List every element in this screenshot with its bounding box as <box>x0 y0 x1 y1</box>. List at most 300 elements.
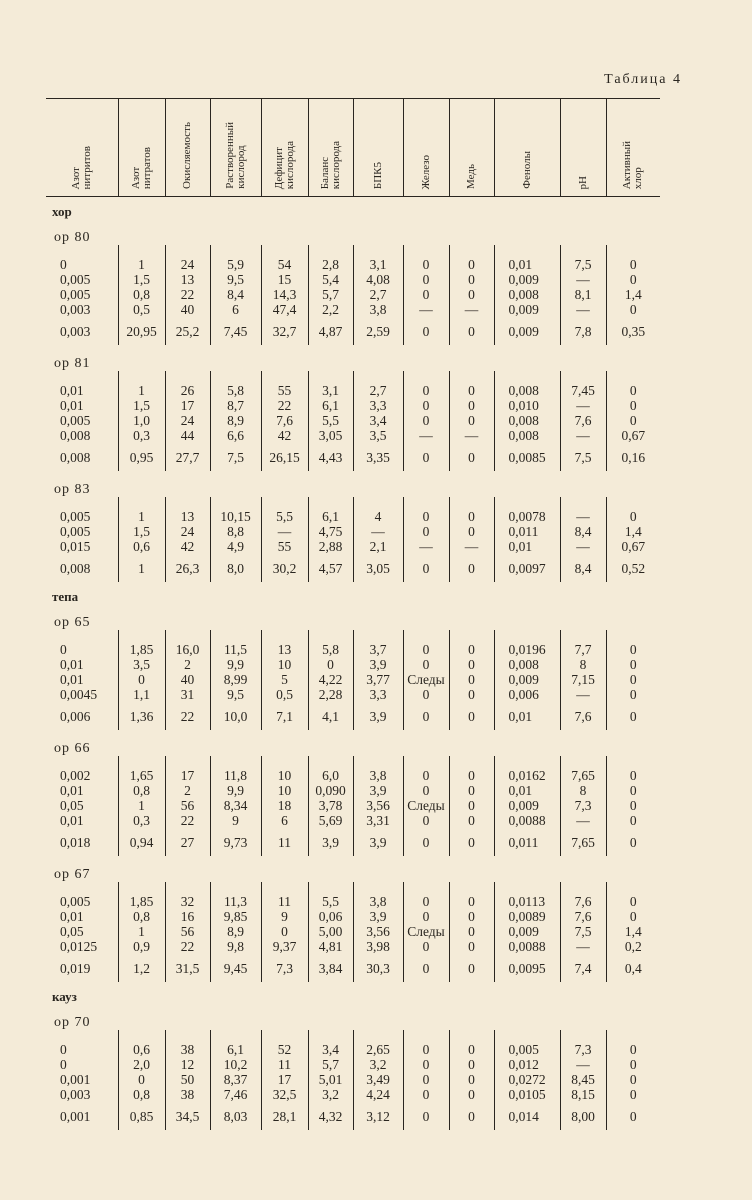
table-cell: 0,01 <box>494 257 560 272</box>
table-cell: 0 <box>449 783 494 798</box>
average-row <box>46 317 660 345</box>
table-cell: 0 <box>403 287 449 302</box>
table-cell: 0 <box>403 317 449 345</box>
table-cell: 0,002 <box>60 768 91 783</box>
table-cell: 28,1 <box>261 1102 308 1130</box>
group-label: тепа <box>52 589 79 604</box>
table-cell: 0 <box>403 272 449 287</box>
spacer-row <box>46 245 660 257</box>
table-cell: 1,2 <box>118 954 165 982</box>
table-cell: — <box>449 428 494 443</box>
table-cell: 5,8 <box>210 383 261 398</box>
column-header <box>261 99 308 197</box>
table-cell: 0,008 <box>494 413 560 428</box>
table-cell: 0,003 <box>60 1087 91 1102</box>
table-cell: 3,49 <box>353 1072 403 1087</box>
table-cell: 2,2 <box>308 302 353 317</box>
average-row <box>46 1102 660 1130</box>
table-cell: 0,008 <box>494 657 560 672</box>
table-cell: 7,65 <box>560 828 606 856</box>
table-cell: 0,019 <box>60 960 91 976</box>
table-cell: 1,36 <box>118 702 165 730</box>
table-row <box>46 1057 660 1072</box>
table-cell: 11 <box>261 894 308 909</box>
table-cell: 2,28 <box>308 687 353 702</box>
table-cell: 22 <box>165 939 210 954</box>
table-cell: 0 <box>606 828 660 856</box>
table-cell: 4,43 <box>308 443 353 471</box>
table-row <box>46 939 660 954</box>
section-label: ор 81 <box>54 356 91 371</box>
table-cell: Следы <box>403 798 449 813</box>
table-cell: 5,5 <box>308 413 353 428</box>
table-cell: 11 <box>261 1057 308 1072</box>
table-cell: 0 <box>606 768 660 783</box>
table-cell: — <box>560 1057 606 1072</box>
column-header-label: Азот нитратов <box>129 146 153 189</box>
table-cell: 0,8 <box>118 1087 165 1102</box>
table-cell: 3,77 <box>353 672 403 687</box>
table-cell: Следы <box>403 924 449 939</box>
table-cell: 0 <box>606 813 660 828</box>
table-cell: 12 <box>165 1057 210 1072</box>
table-cell: 26,15 <box>261 443 308 471</box>
table-cell: 0 <box>449 524 494 539</box>
table-cell: 0,01 <box>60 383 84 398</box>
table-row <box>46 687 660 702</box>
table-cell: 17 <box>165 768 210 783</box>
table-cell: — <box>403 428 449 443</box>
table-cell: 7,7 <box>560 642 606 657</box>
table-cell: 6 <box>210 302 261 317</box>
table-cell: 8,7 <box>210 398 261 413</box>
table-cell: 44 <box>165 428 210 443</box>
table-cell: 8,34 <box>210 798 261 813</box>
table-cell: 0 <box>449 1087 494 1102</box>
table-cell: 0,009 <box>494 672 560 687</box>
table-cell: 0 <box>449 1102 494 1130</box>
table-cell: 0 <box>403 657 449 672</box>
table-cell: 0 <box>449 509 494 524</box>
table-row <box>46 657 660 672</box>
table-cell: 0 <box>403 1057 449 1072</box>
table-cell: 42 <box>261 428 308 443</box>
table-cell: 7,3 <box>560 1042 606 1057</box>
table-cell: 7,3 <box>560 798 606 813</box>
average-row <box>46 443 660 471</box>
table-cell: 26 <box>165 383 210 398</box>
table-cell: — <box>560 272 606 287</box>
column-header <box>606 99 660 197</box>
table-cell: 0,005 <box>60 509 91 524</box>
table-cell: 6,0 <box>308 768 353 783</box>
table-cell: 0,005 <box>60 272 91 287</box>
table-row <box>46 1087 660 1102</box>
table-row <box>46 1042 660 1057</box>
table-cell: 4,08 <box>353 272 403 287</box>
section-label: ор 65 <box>54 615 91 630</box>
table-cell: 0,0272 <box>494 1072 560 1087</box>
table-cell: 7,4 <box>560 954 606 982</box>
table-cell: 0 <box>403 413 449 428</box>
table-cell: 6,6 <box>210 428 261 443</box>
table-cell: 8,4 <box>560 524 606 539</box>
table-cell: 3,5 <box>353 428 403 443</box>
table-row <box>46 509 660 524</box>
table-cell: 2,7 <box>353 383 403 398</box>
table-cell: 0 <box>449 954 494 982</box>
column-header <box>494 99 560 197</box>
table-cell: 0 <box>403 828 449 856</box>
table-cell: 0,006 <box>494 687 560 702</box>
table-row <box>46 539 660 554</box>
table-cell: 0 <box>606 672 660 687</box>
table-cell: 32,5 <box>261 1087 308 1102</box>
table-cell: 0,01 <box>60 672 84 687</box>
table-cell: 0,003 <box>60 323 91 339</box>
table-cell: — <box>560 813 606 828</box>
table-cell: 0,01 <box>60 657 84 672</box>
table-cell: 3,4 <box>308 1042 353 1057</box>
table-cell: 0,005 <box>60 894 91 909</box>
table-row <box>46 798 660 813</box>
table-cell: 7,65 <box>560 768 606 783</box>
table-cell: 0 <box>449 687 494 702</box>
table-row <box>46 672 660 687</box>
table-cell: 7,45 <box>210 317 261 345</box>
table-cell: 0 <box>403 1102 449 1130</box>
table-cell: 0 <box>403 813 449 828</box>
table-cell: 10 <box>261 657 308 672</box>
table-row <box>46 413 660 428</box>
table-cell: 0 <box>449 383 494 398</box>
table-cell: 0 <box>403 954 449 982</box>
table-cell: 10,2 <box>210 1057 261 1072</box>
column-header-label: Окисляемость <box>181 122 193 189</box>
table-cell: 0,010 <box>494 398 560 413</box>
column-header-label: БПК5 <box>371 161 384 189</box>
table-cell: 0 <box>449 768 494 783</box>
table-cell: 0,4 <box>606 954 660 982</box>
group-label-row <box>46 982 660 1004</box>
table-cell: 0,01 <box>60 813 84 828</box>
table-cell: 17 <box>261 1072 308 1087</box>
column-header <box>118 99 165 197</box>
table-cell: 17 <box>165 398 210 413</box>
table-cell: 5,8 <box>308 642 353 657</box>
table-cell: 7,5 <box>210 443 261 471</box>
table-cell: 9,8 <box>210 939 261 954</box>
table-cell: 3,7 <box>353 642 403 657</box>
table-cell: 0,0125 <box>60 939 98 954</box>
table-cell: 32,7 <box>261 317 308 345</box>
table-row <box>46 909 660 924</box>
table-cell: 0,014 <box>494 1102 560 1130</box>
table-cell: 4,87 <box>308 317 353 345</box>
table-cell: 6,1 <box>308 509 353 524</box>
table-cell: 3,56 <box>353 924 403 939</box>
table-cell: 31,5 <box>165 954 210 982</box>
section-label: ор 70 <box>54 1015 91 1030</box>
table-cell: 0 <box>449 317 494 345</box>
table-cell: 38 <box>165 1042 210 1057</box>
table-cell: 5,5 <box>308 894 353 909</box>
column-header-label: Активный хлор <box>621 140 645 189</box>
table-cell: 7,8 <box>560 317 606 345</box>
table-cell: 8,8 <box>210 524 261 539</box>
table-cell: 0 <box>308 657 353 672</box>
table-cell: 1,85 <box>118 642 165 657</box>
table-cell: 0,01 <box>494 783 560 798</box>
spacer-row <box>46 756 660 768</box>
table-cell: 0,009 <box>494 272 560 287</box>
table-cell: 0 <box>606 302 660 317</box>
table-row <box>46 924 660 939</box>
table-cell: — <box>449 302 494 317</box>
table-cell: 0 <box>449 1057 494 1072</box>
table-cell: 7,15 <box>560 672 606 687</box>
table-cell: 0 <box>403 783 449 798</box>
table-cell: 1,65 <box>118 768 165 783</box>
table-cell: 1,4 <box>606 287 660 302</box>
table-cell: 56 <box>165 924 210 939</box>
table-cell: 2,8 <box>308 257 353 272</box>
table-cell: 0,9 <box>118 939 165 954</box>
table-cell: 16 <box>165 909 210 924</box>
table-cell: 9,37 <box>261 939 308 954</box>
table-cell: 4,32 <box>308 1102 353 1130</box>
table-cell: 0 <box>606 894 660 909</box>
table-cell: 0 <box>449 642 494 657</box>
table-cell: 0,0196 <box>494 642 560 657</box>
table-cell: 4,57 <box>308 554 353 582</box>
table-cell: 0,011 <box>494 828 560 856</box>
table-cell: 1 <box>118 554 165 582</box>
table-cell: 2,1 <box>353 539 403 554</box>
table-cell: 30,3 <box>353 954 403 982</box>
column-header <box>308 99 353 197</box>
column-header <box>403 99 449 197</box>
table-cell: 0,16 <box>606 443 660 471</box>
table-cell: 9,73 <box>210 828 261 856</box>
table-cell: 3,05 <box>353 554 403 582</box>
table-cell: 13 <box>261 642 308 657</box>
table-cell: 7,46 <box>210 1087 261 1102</box>
spacer-row <box>46 630 660 642</box>
table-cell: 2,65 <box>353 1042 403 1057</box>
table-cell: 0,018 <box>60 834 91 850</box>
table-cell: 0 <box>403 768 449 783</box>
table-cell: 0,0088 <box>494 813 560 828</box>
table-cell: 3,2 <box>308 1087 353 1102</box>
table-cell: 0,94 <box>118 828 165 856</box>
table-cell: 0,001 <box>60 1072 91 1087</box>
table-cell: 0 <box>606 783 660 798</box>
table-cell: 7,5 <box>560 257 606 272</box>
table-cell: — <box>560 509 606 524</box>
table-cell: 2,88 <box>308 539 353 554</box>
table-cell: 1,85 <box>118 894 165 909</box>
table-cell: 0 <box>403 383 449 398</box>
average-row <box>46 828 660 856</box>
table-cell: — <box>560 539 606 554</box>
table-cell: 3,9 <box>308 828 353 856</box>
table-cell: 4 <box>353 509 403 524</box>
column-header-label: Железо <box>419 154 432 189</box>
table-cell: 8,15 <box>560 1087 606 1102</box>
table-cell: 0 <box>60 642 67 657</box>
table-row <box>46 783 660 798</box>
table-cell: 0,52 <box>606 554 660 582</box>
table-cell: 42 <box>165 539 210 554</box>
table-cell: 0 <box>606 398 660 413</box>
table-cell: 15 <box>261 272 308 287</box>
table-cell: 3,56 <box>353 798 403 813</box>
table-cell: 1 <box>118 257 165 272</box>
table-cell: 8 <box>560 657 606 672</box>
table-cell: 0 <box>606 272 660 287</box>
table-cell: 0,6 <box>118 539 165 554</box>
table-cell: 32 <box>165 894 210 909</box>
average-row <box>46 554 660 582</box>
table-cell: 3,3 <box>353 687 403 702</box>
table-cell: 5,7 <box>308 287 353 302</box>
table-cell: 9,85 <box>210 909 261 924</box>
table-cell: 0,0078 <box>494 509 560 524</box>
table-cell: 4,24 <box>353 1087 403 1102</box>
table-cell: 47,4 <box>261 302 308 317</box>
table-cell: 18 <box>261 798 308 813</box>
table-cell: 3,78 <box>308 798 353 813</box>
section-label-row <box>46 345 660 371</box>
average-row <box>46 702 660 730</box>
table-cell: — <box>560 302 606 317</box>
table-cell: 8,9 <box>210 924 261 939</box>
table-cell: 0,8 <box>118 909 165 924</box>
table-cell: 3,35 <box>353 443 403 471</box>
table-cell: 5,00 <box>308 924 353 939</box>
table-cell: 0 <box>403 257 449 272</box>
table-cell: 0,05 <box>60 798 84 813</box>
table-cell: 56 <box>165 798 210 813</box>
table-cell: 0 <box>606 509 660 524</box>
table-cell: 0 <box>403 398 449 413</box>
table-cell: 0 <box>449 672 494 687</box>
table-cell: 8,00 <box>560 1102 606 1130</box>
table-cell: 24 <box>165 524 210 539</box>
table-cell: 0,015 <box>60 539 91 554</box>
table-cell: 1,5 <box>118 524 165 539</box>
table-cell: 9,5 <box>210 272 261 287</box>
table-cell: 0,3 <box>118 428 165 443</box>
table-cell: 0,5 <box>118 302 165 317</box>
table-cell: 0 <box>449 657 494 672</box>
table-cell: 0 <box>449 798 494 813</box>
table-cell: 0,01 <box>60 909 84 924</box>
table-row <box>46 287 660 302</box>
group-label-row <box>46 197 660 220</box>
table-cell: 3,84 <box>308 954 353 982</box>
table-cell: 4,75 <box>308 524 353 539</box>
table-cell: 11,8 <box>210 768 261 783</box>
table-cell: 9,9 <box>210 783 261 798</box>
table-cell: 0 <box>60 1042 67 1057</box>
table-cell: 3,12 <box>353 1102 403 1130</box>
column-header-label: pH <box>576 175 589 189</box>
table-cell: — <box>560 428 606 443</box>
table-cell: 3,1 <box>308 383 353 398</box>
table-cell: 5,01 <box>308 1072 353 1087</box>
table-cell: 0,0097 <box>494 554 560 582</box>
table-cell: 16,0 <box>165 642 210 657</box>
table-cell: 0,8 <box>118 287 165 302</box>
table-cell: 6 <box>261 813 308 828</box>
table-cell: 10 <box>261 768 308 783</box>
table-cell: 0 <box>606 798 660 813</box>
table-cell: 9,5 <box>210 687 261 702</box>
table-cell: 0,95 <box>118 443 165 471</box>
section-label-row <box>46 1004 660 1030</box>
table-cell: 40 <box>165 672 210 687</box>
table-cell: 0 <box>118 1072 165 1087</box>
table-cell: 0,67 <box>606 428 660 443</box>
table-cell: 54 <box>261 257 308 272</box>
table-cell: 24 <box>165 257 210 272</box>
table-cell: 4,9 <box>210 539 261 554</box>
column-header <box>165 99 210 197</box>
table-cell: 0 <box>449 398 494 413</box>
table-cell: 8,0 <box>210 554 261 582</box>
table-cell: 3,3 <box>353 398 403 413</box>
table-cell: 0 <box>449 828 494 856</box>
table-row <box>46 272 660 287</box>
table-cell: 1,1 <box>118 687 165 702</box>
table-row <box>46 642 660 657</box>
table-cell: 0,090 <box>308 783 353 798</box>
table-cell: 27,7 <box>165 443 210 471</box>
table-cell: 0,008 <box>60 560 91 576</box>
table-cell: 0,0085 <box>494 443 560 471</box>
table-cell: 7,5 <box>560 924 606 939</box>
table-cell: 0,009 <box>494 317 560 345</box>
table-cell: 7,1 <box>261 702 308 730</box>
table-cell: 31 <box>165 687 210 702</box>
column-header-label: Дефицит кислорода <box>272 140 296 189</box>
table-cell: 8,37 <box>210 1072 261 1087</box>
table-cell: 0 <box>449 1042 494 1057</box>
table-cell: 20,95 <box>118 317 165 345</box>
table-cell: 0 <box>606 383 660 398</box>
table-cell: 0,005 <box>60 287 91 302</box>
table-cell: 0,85 <box>118 1102 165 1130</box>
column-header <box>46 99 118 197</box>
table-body <box>46 197 660 1131</box>
table-cell: 0,0045 <box>60 687 98 702</box>
table-cell: 1 <box>118 509 165 524</box>
table-cell: 0 <box>606 702 660 730</box>
table-cell: — <box>403 539 449 554</box>
table-cell: 8,99 <box>210 672 261 687</box>
table-cell: — <box>560 687 606 702</box>
table-cell: 3,8 <box>353 768 403 783</box>
table-cell: 6,1 <box>308 398 353 413</box>
table-cell: 0,6 <box>118 1042 165 1057</box>
table-cell: 0,005 <box>60 524 91 539</box>
table-cell: 26,3 <box>165 554 210 582</box>
table-cell: 0,01 <box>60 398 84 413</box>
table-cell: 1,4 <box>606 924 660 939</box>
table-cell: 1,0 <box>118 413 165 428</box>
